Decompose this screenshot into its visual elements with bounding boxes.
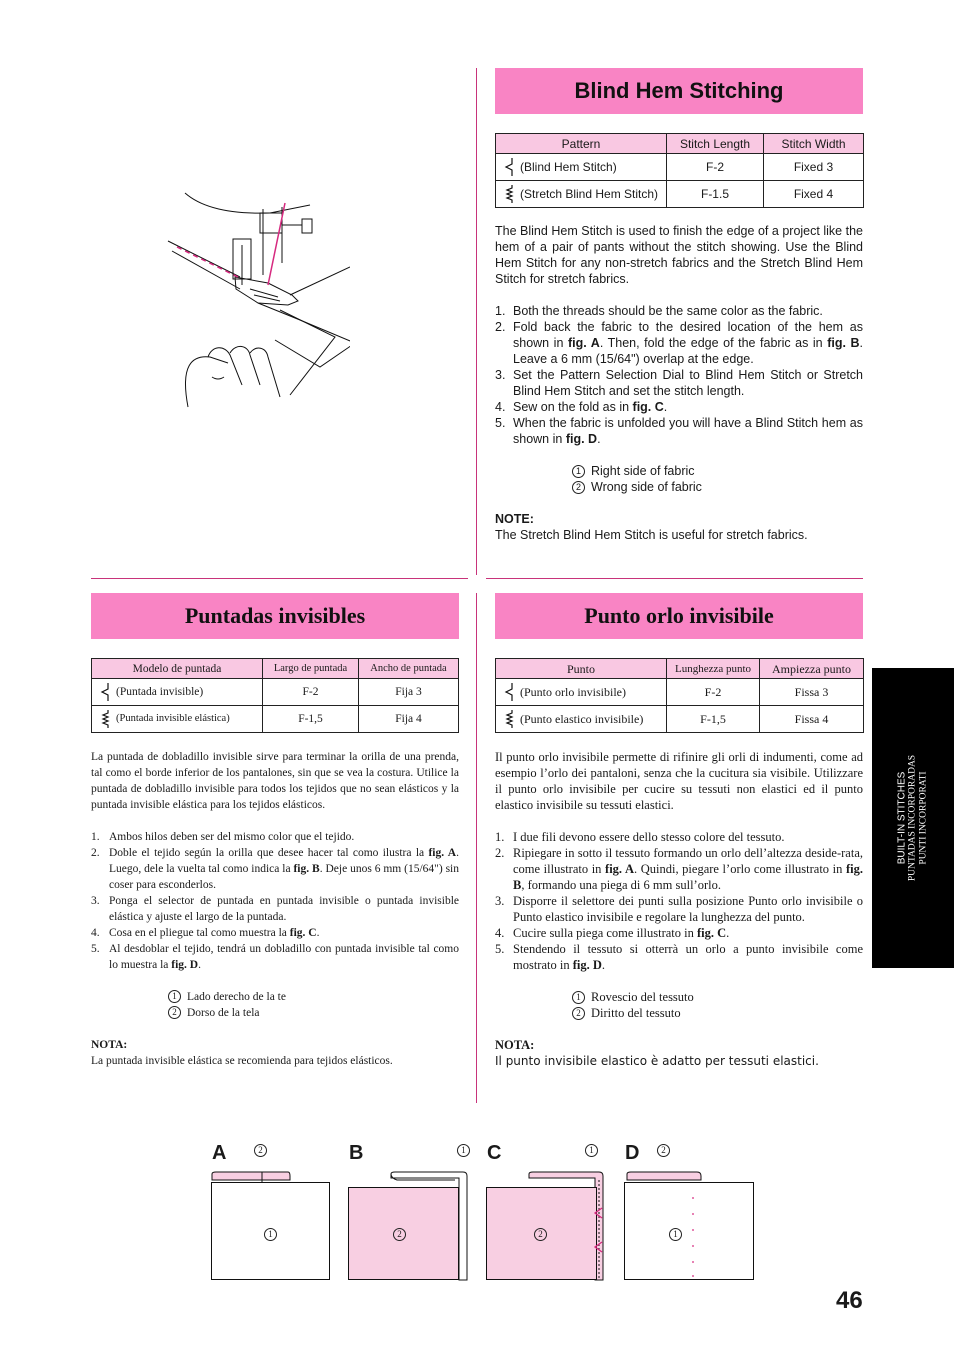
table-header-width: Ampiezza punto <box>760 659 864 679</box>
stitch-width-value: Fixed 4 <box>764 181 864 208</box>
legend: 1 Rovescio del tessuto 2 Diritto del tessuto <box>495 989 863 1021</box>
pattern-name: (Punto orlo invisibile) <box>520 685 626 699</box>
column-divider-bottom <box>476 593 477 1103</box>
table-header-width: Stitch Width <box>764 134 864 154</box>
note-label: NOTE: <box>495 512 534 526</box>
section-divider-right <box>486 578 863 579</box>
figure-a-fold-diagram <box>210 1168 332 1282</box>
stitch-length-value: F-1.5 <box>667 181 764 208</box>
figure-label-b: B <box>349 1142 364 1164</box>
table-row <box>496 706 864 733</box>
table-header-pattern: Punto <box>496 659 667 679</box>
blind-hem-stitch-icon <box>504 157 514 177</box>
table-row <box>496 181 864 208</box>
list-item: 1. I due fili devono essere dello stesso colore del tessuto. <box>495 830 785 844</box>
list-item: 5. When the fabric is unfolded you will have a Blind Stitch hem as shown in fig. D. <box>495 416 863 446</box>
list-item: 4. Cucire sulla piega come illustrato in fig. C. <box>495 926 730 940</box>
list-item: 5. Stendendo il tessuto si otterrà un orlo a punto invisibile come mostrato in fig. D. <box>495 942 863 972</box>
list-item: 3. Set the Pattern Selection Dial to Blind Hem Stitch or Stretch Blind Hem Stitch and set the stitch length. <box>495 368 863 398</box>
note-text: Il punto invisibile elastico è adatto per tessuti elastici. <box>495 1054 819 1068</box>
spanish-body <box>91 749 459 1069</box>
list-item: 2. Ripiegare in sotto il tessuto formando un orlo dell’altezza deside-rata, come illustrato in fig. A. Quindi, piegare l’orlo come illustrato in fig. B, formando una piega di 6 mm sull’orlo. <box>495 846 863 892</box>
stitch-width-value: Fija 3 <box>359 679 459 706</box>
list-item: 2. Doble el tejido según la orilla que desee hacer tal como ilustra la fig. A. Luego, dele la vuelta tal como indica la fig. B. Deje unos 6 mm (15/64") sin coser para esconderlos. <box>91 847 460 891</box>
side-tab-line1: BUILT-IN STITCHES <box>896 771 908 865</box>
side-tab-line2: PUNTADAS INCORPORADAS <box>907 754 918 882</box>
english-section-title: Blind Hem Stitching <box>495 68 863 114</box>
figure-b-callout-2: 2 <box>393 1226 412 1242</box>
stitch-length-value: F-2 <box>667 154 764 181</box>
figure-a-callout-1: 1 <box>264 1226 283 1242</box>
steps-list <box>495 829 863 973</box>
stitch-length-value: F-1,5 <box>667 706 760 733</box>
list-item: 3. Ponga el selector de puntada en puntada invisible o puntada invisible elástica y ajuste el largo de la puntada. <box>91 895 459 923</box>
column-divider-top <box>476 68 477 575</box>
table-header-length: Stitch Length <box>667 134 764 154</box>
table-header-length: Largo de puntada <box>263 659 359 679</box>
italian-body <box>495 749 863 1069</box>
list-item: 1. Both the threads should be the same color as the fabric. <box>495 304 823 318</box>
intro-paragraph: La puntada de dobladillo invisible sirve para terminar la orilla de una prenda, tal como el borde inferior de los pantalones, sin que se vea la costura. Utilice la puntada de dobladillo invisible para todos los tejidos que no sean elásticos y la puntada invisible elástica para los tejidos elásticos. <box>91 751 459 811</box>
figure-a-callout-2: 2 <box>254 1142 273 1158</box>
stretch-blind-hem-stitch-icon <box>504 184 514 204</box>
italian-stitch-table <box>495 658 864 733</box>
side-tab-line3: PUNTI INCORPORATI <box>918 771 929 865</box>
list-item: 2. Fold back the fabric to the desired location of the hem as shown in fig. A. Then, fold the edge of the fabric as in fig. B. Leave a 6 mm (15/64") overlap at the edge. <box>495 320 863 366</box>
stitch-width-value: Fija 4 <box>359 706 459 733</box>
figure-label-c: C <box>487 1142 502 1164</box>
note-label: NOTA: <box>91 1039 128 1051</box>
pattern-name: (Puntada invisible elástica) <box>116 713 230 724</box>
list-item: 4. Cosa en el pliegue tal como muestra la fig. C. <box>91 927 320 939</box>
stretch-blind-hem-stitch-icon <box>504 709 514 729</box>
figure-d-finished-hem-diagram <box>623 1168 757 1282</box>
chapter-side-tab <box>872 668 954 968</box>
pattern-name: (Puntada invisible) <box>116 686 204 698</box>
blind-hem-stitch-icon <box>504 682 514 702</box>
note-label: NOTA: <box>495 1038 535 1052</box>
figure-b-callout-1: 1 <box>457 1142 476 1158</box>
steps-list <box>495 303 863 447</box>
note-text: The Stretch Blind Hem Stitch is useful for stretch fabrics. <box>495 528 808 542</box>
figure-c-callout-1: 1 <box>585 1142 604 1158</box>
stitch-width-value: Fissa 4 <box>760 706 864 733</box>
figure-c-sewing-diagram <box>485 1168 609 1282</box>
figure-label-d: D <box>625 1142 640 1164</box>
stitch-length-value: F-2 <box>263 679 359 706</box>
list-item: 5. Al desdoblar el tejido, tendrá un dobladillo con puntada invisible tal como lo muestra la fig. D. <box>91 943 459 971</box>
stitch-length-value: F-1,5 <box>263 706 359 733</box>
stitch-width-value: Fixed 3 <box>764 154 864 181</box>
blind-hem-stitch-icon <box>100 682 110 702</box>
section-divider-left <box>91 578 468 579</box>
list-item: 4. Sew on the fold as in fig. C. <box>495 400 668 414</box>
english-stitch-table <box>495 133 864 208</box>
intro-paragraph: The Blind Hem Stitch is used to finish the edge of a project like the hem of a pair of pants without the stitch showing. Use the Blind Hem Stitch for any non-stretch fabrics and the Stretch Blind Hem Stitch for stretch fabrics. <box>495 224 863 286</box>
steps-list <box>91 829 459 973</box>
table-row <box>496 154 864 181</box>
spanish-stitch-table <box>91 658 459 733</box>
table-header-pattern: Modelo de puntada <box>92 659 263 679</box>
spanish-section-title: Puntadas invisibles <box>91 593 459 639</box>
legend: 1 Right side of fabric 2 Wrong side of fabric <box>495 463 863 495</box>
italian-section-title: Punto orlo invisibile <box>495 593 863 639</box>
note-text: La puntada invisible elástica se recomienda para tejidos elásticos. <box>91 1055 393 1067</box>
table-row <box>92 679 459 706</box>
pattern-name: (Punto elastico invisibile) <box>520 712 644 726</box>
figure-d-callout-2: 2 <box>657 1142 676 1158</box>
intro-paragraph: Il punto orlo invisibile permette di rifinire gli orli di indumenti, come ad esempio l’orlo dei pantaloni, senza che la cucitura sia visibile. Utilizzare il punto orlo invisibile per cucire su tessuti non elastici ed il punto elastico invisibile su tessuti elastici. <box>495 750 863 812</box>
list-item: 3. Disporre il selettore dei punti sulla posizione Punto orlo invisibile o Punto elastico invisibile e regolare la lunghezza del punto. <box>495 894 863 924</box>
table-row <box>496 679 864 706</box>
table-header-length: Lunghezza punto <box>667 659 760 679</box>
stitch-length-value: F-2 <box>667 679 760 706</box>
pattern-name: (Stretch Blind Hem Stitch) <box>520 187 659 201</box>
stitch-width-value: Fissa 3 <box>760 679 864 706</box>
table-header-width: Ancho de puntada <box>359 659 459 679</box>
figure-b-fold-diagram <box>347 1168 471 1282</box>
stretch-blind-hem-stitch-icon <box>100 709 110 729</box>
sewing-machine-illustration <box>150 185 350 410</box>
figure-d-callout-1: 1 <box>669 1226 688 1242</box>
english-body <box>495 223 863 543</box>
pattern-name: (Blind Hem Stitch) <box>520 160 617 174</box>
figure-label-a: A <box>212 1142 227 1164</box>
legend: 1 Lado derecho de la te 2 Dorso de la tela <box>91 989 459 1021</box>
figure-c-callout-2: 2 <box>534 1226 553 1242</box>
table-header-pattern: Pattern <box>496 134 667 154</box>
page-number: 46 <box>836 1287 863 1314</box>
table-row <box>92 706 459 733</box>
list-item: 1. Ambos hilos deben ser del mismo color que el tejido. <box>91 831 355 843</box>
